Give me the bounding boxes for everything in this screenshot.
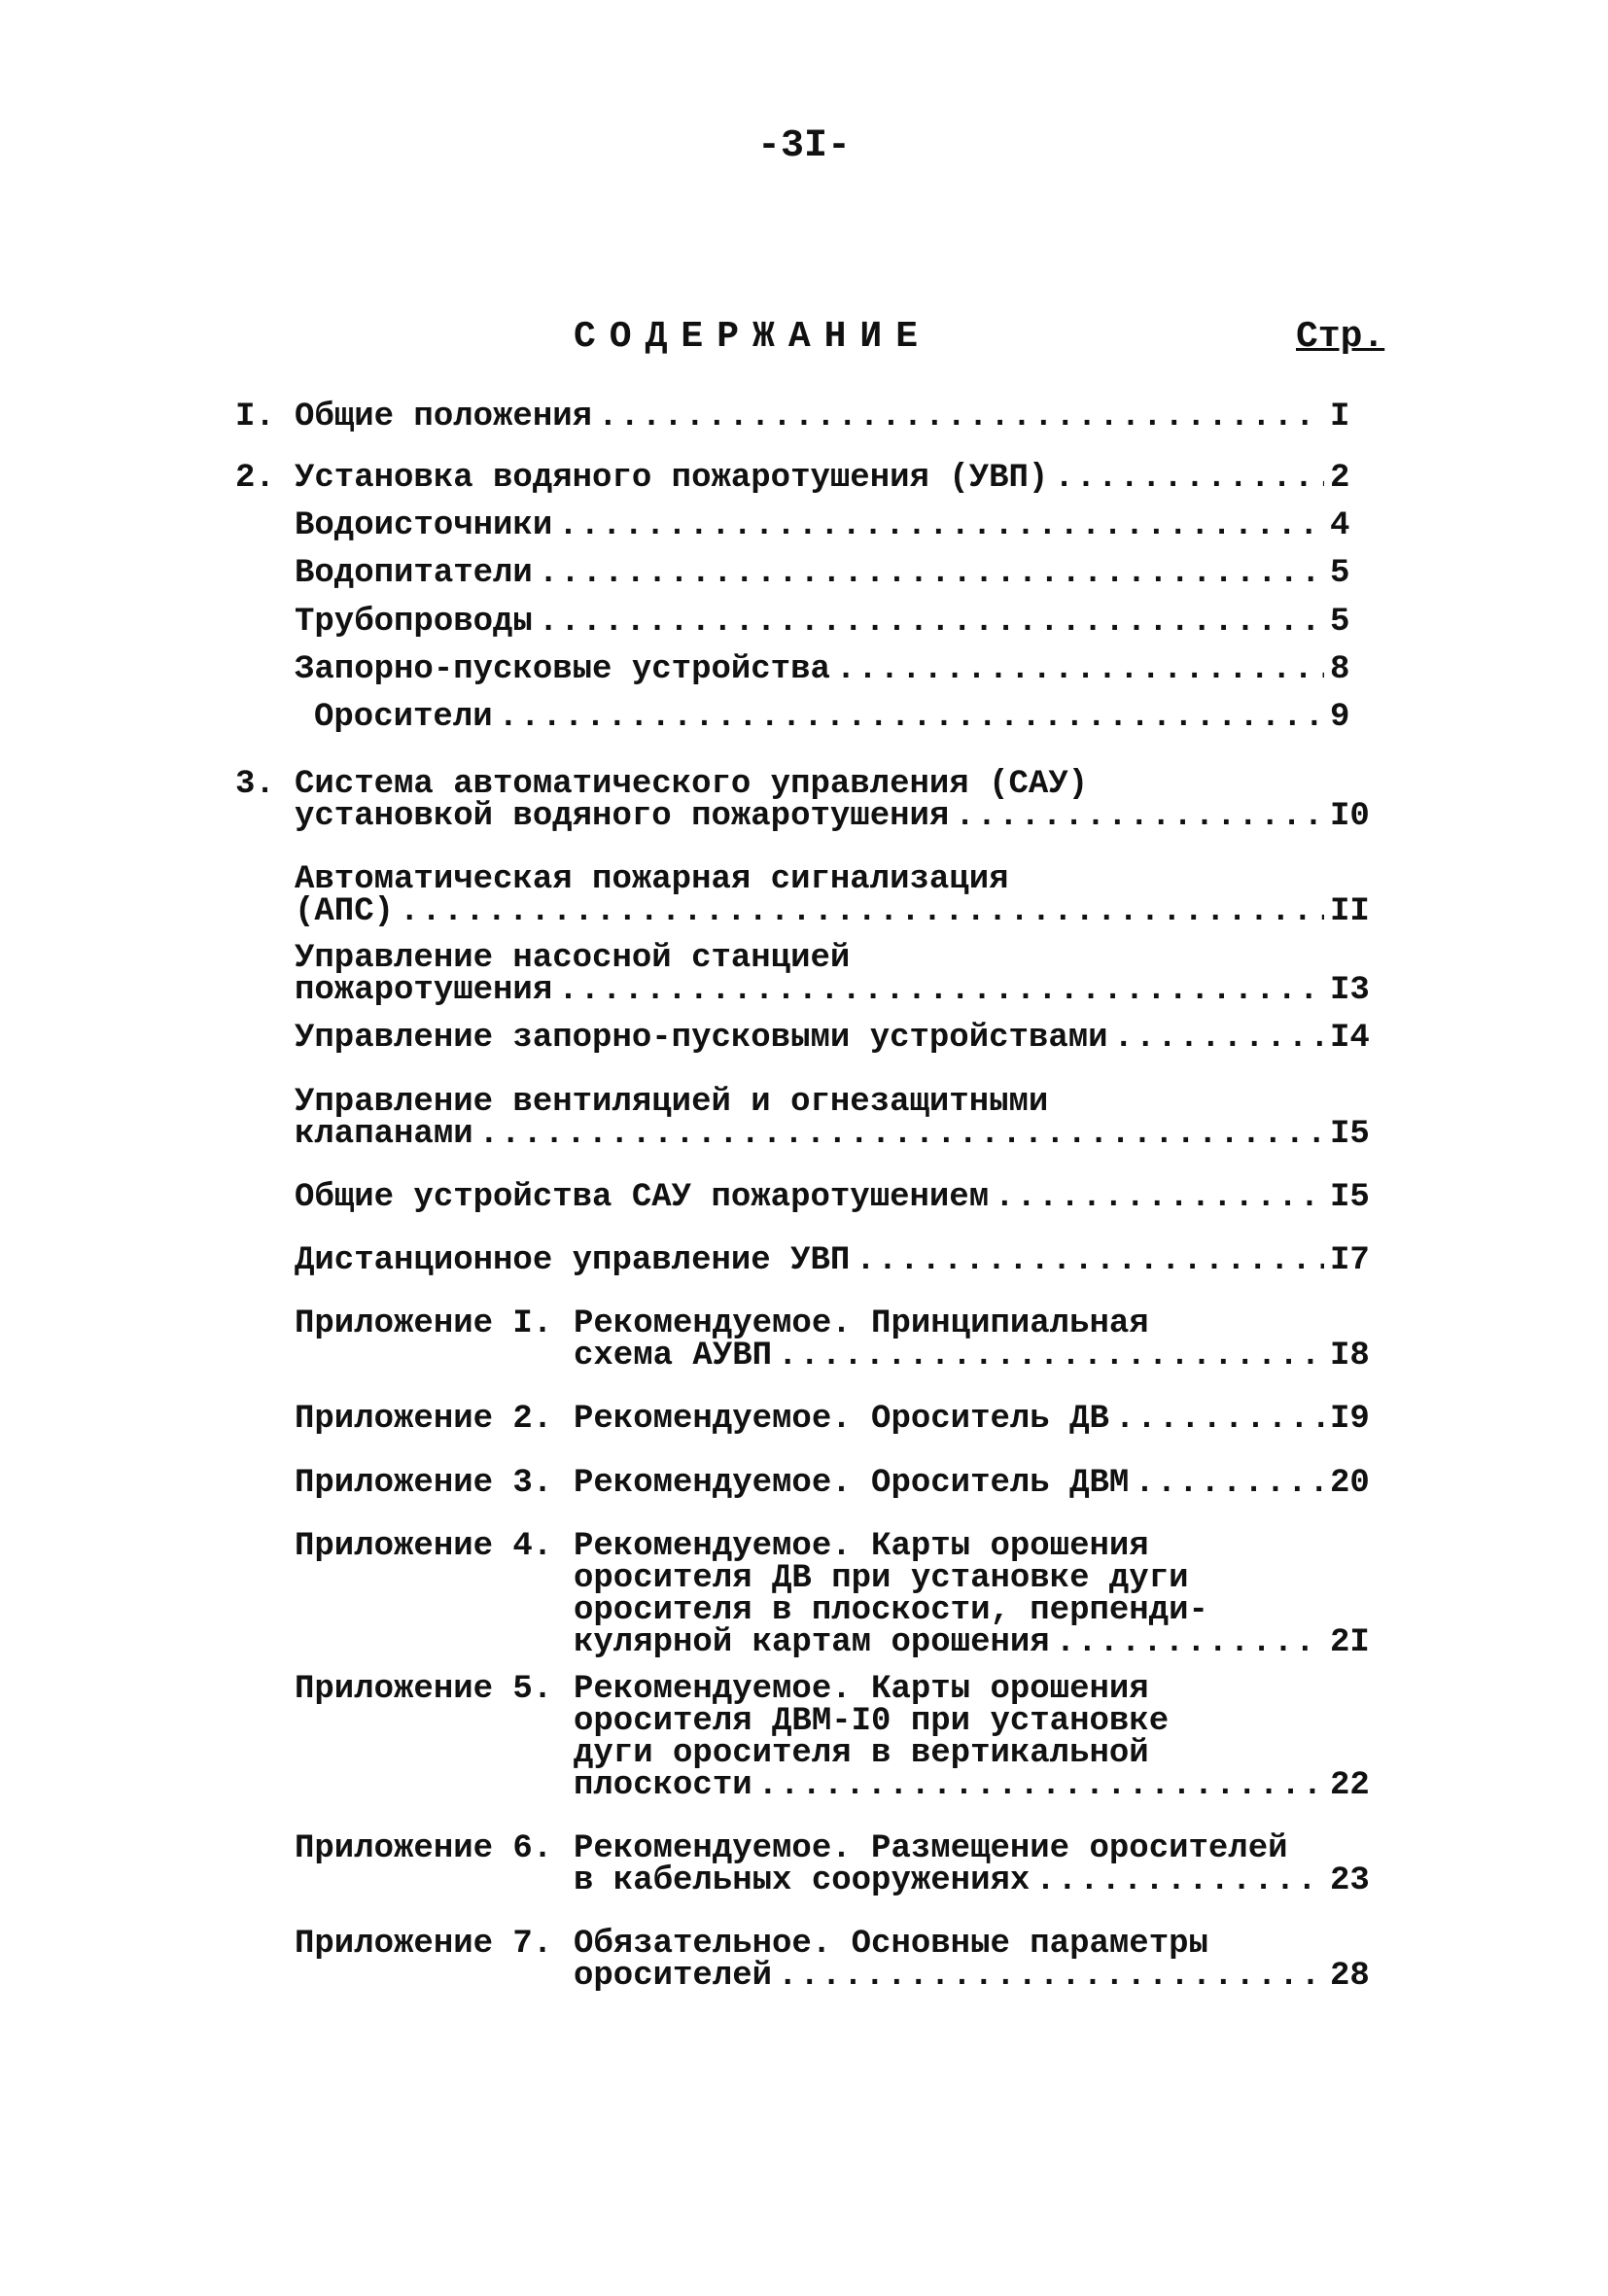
toc-entry-page: I5 <box>1330 1116 1370 1153</box>
dot-leader <box>1035 1865 1324 1897</box>
dot-leader <box>955 801 1324 833</box>
toc-entry-page: I5 <box>1330 1179 1370 1216</box>
dot-leader <box>1054 463 1324 495</box>
toc-entry-page: I7 <box>1330 1242 1370 1279</box>
toc-entry-title-line: пожаротушения <box>295 972 553 1009</box>
toc-entry-page: I <box>1330 399 1350 435</box>
page-number: -3I- <box>756 124 851 168</box>
toc-entry-page: I9 <box>1330 1401 1370 1438</box>
toc-entry-title-line: клапанами <box>295 1116 473 1153</box>
toc-entry-page: I0 <box>1330 798 1370 835</box>
toc-entry-number: Приложение 7. <box>295 1926 553 1963</box>
toc-entry-title <box>574 1305 1373 1374</box>
toc-entry-title-line: установкой водяного пожаротушения <box>295 798 950 835</box>
toc-entry-number: I. <box>235 399 275 435</box>
toc-entry-page: 23 <box>1330 1862 1370 1899</box>
toc-entry-title-line: Водопитатели <box>295 555 533 592</box>
toc-entry-title-line: схема АУВП <box>574 1338 773 1374</box>
toc-entry-title-line: Общие положения <box>295 399 593 435</box>
toc-entry-page: 2I <box>1330 1624 1370 1661</box>
toc-entry-title-line: кулярной картам орошения <box>574 1624 1050 1661</box>
toc-entry-title-line: Автоматическая пожарная сигнализация <box>295 861 1009 898</box>
toc-entry-title <box>295 1084 1373 1153</box>
toc-entry-title-line: Рекомендуемое. Карты орошения <box>574 1671 1149 1708</box>
toc-entry-title <box>574 1465 1373 1502</box>
toc-entry-title-line: Рекомендуемое. Ороситель ДВМ <box>574 1465 1130 1502</box>
toc-entry-title <box>295 766 1373 835</box>
toc-entry-title <box>295 555 1373 592</box>
dot-leader <box>1056 1627 1324 1659</box>
dot-leader <box>778 1340 1324 1373</box>
toc-entry-title-line: (АПС) <box>295 893 395 930</box>
dot-leader <box>1135 1468 1324 1500</box>
toc-entry-title <box>295 940 1373 1009</box>
dot-leader <box>400 896 1324 928</box>
dot-leader <box>558 975 1324 1007</box>
toc-entry-title <box>314 699 1373 736</box>
dot-leader <box>856 1245 1324 1277</box>
dot-leader <box>995 1182 1324 1214</box>
dot-leader <box>836 654 1324 686</box>
toc-entry-title <box>574 1830 1373 1899</box>
toc-entry-title-line: Оросители <box>314 699 493 736</box>
dot-leader <box>539 558 1324 590</box>
toc-entry-title-line: Общие устройства САУ пожаротушением <box>295 1179 990 1216</box>
toc-entry-title-line: Дистанционное управление УВП <box>295 1242 851 1279</box>
dot-leader <box>539 607 1324 639</box>
toc-entry-number: Приложение 6. <box>295 1830 553 1867</box>
dot-leader <box>758 1770 1324 1802</box>
toc-entry-number: Приложение 5. <box>295 1671 553 1708</box>
toc-entry-page: II <box>1330 893 1370 930</box>
toc-entry-title-line: оросителей <box>574 1958 773 1995</box>
toc-entry-page: 5 <box>1330 604 1350 641</box>
toc-entry-page: 2 <box>1330 460 1350 497</box>
dot-leader <box>598 401 1324 434</box>
toc-entry-title <box>295 1242 1373 1279</box>
toc-entry-page: 20 <box>1330 1465 1370 1502</box>
toc-entry-title <box>574 1401 1373 1438</box>
toc-entry-title-line: в кабельных сооружениях <box>574 1862 1031 1899</box>
toc-entry-page: 9 <box>1330 699 1350 736</box>
toc-entry-title <box>295 604 1373 641</box>
toc-entry-title-line: плоскости <box>574 1767 752 1804</box>
toc-entry-title-line: Управление запорно-пусковыми устройствами <box>295 1020 1108 1057</box>
toc-entry-title-line: оросителя ДВ при установке дуги <box>574 1560 1189 1597</box>
toc-entry-page: 8 <box>1330 651 1350 688</box>
toc-entry-page: 4 <box>1330 507 1350 544</box>
contents-heading: СОДЕРЖАНИЕ <box>574 316 932 358</box>
toc-entry-title <box>295 507 1373 544</box>
toc-entry-page: I3 <box>1330 972 1370 1009</box>
toc-entry-number: Приложение 3. <box>295 1465 553 1502</box>
toc-entry-title <box>295 401 1373 434</box>
toc-entry-title <box>295 460 1373 497</box>
toc-entry-title-line: Обязательное. Основные параметры <box>574 1926 1208 1963</box>
toc-entry-page: I8 <box>1330 1338 1370 1374</box>
toc-entry-title-line: оросителя в плоскости, перпенди- <box>574 1592 1208 1629</box>
toc-entry-number: Приложение 4. <box>295 1528 553 1565</box>
toc-entry-title-line: Управление вентиляцией и огнезащитными <box>295 1084 1049 1121</box>
toc-entry-number: Приложение 2. <box>295 1401 553 1438</box>
toc-entry-title-line: дуги оросителя в вертикальной <box>574 1735 1149 1772</box>
toc-entry-title <box>295 651 1373 688</box>
dot-leader <box>1115 1404 1324 1436</box>
toc-entry-title-line: Рекомендуемое. Принципиальная <box>574 1305 1149 1342</box>
toc-entry-title <box>295 1020 1373 1057</box>
toc-entry-number: 3. <box>235 766 275 803</box>
toc-entry-title-line: Рекомендуемое. Карты орошения <box>574 1528 1149 1565</box>
toc-entry-page: 28 <box>1330 1958 1370 1995</box>
toc-entry-title <box>574 1926 1373 1995</box>
toc-entry-number: 2. <box>235 460 275 497</box>
toc-entry-title-line: оросителя ДВМ-I0 при установке <box>574 1703 1170 1740</box>
toc-entry-title-line: Водоисточники <box>295 507 553 544</box>
toc-entry-title-line: Трубопроводы <box>295 604 533 641</box>
toc-entry-number: Приложение I. <box>295 1305 553 1342</box>
toc-entry-title-line: Рекомендуемое. Ороситель ДВ <box>574 1401 1109 1438</box>
toc-entry-title <box>574 1671 1373 1804</box>
toc-entry-title-line: Управление насосной станцией <box>295 940 851 977</box>
toc-entry-title-line: Установка водяного пожаротушения (УВП) <box>295 460 1049 497</box>
page-column-label: Стр. <box>1296 316 1385 358</box>
toc-entry-title <box>574 1528 1373 1661</box>
toc-entry-page: I4 <box>1330 1020 1370 1057</box>
toc-entry-title-line: Система автоматического управления (САУ) <box>295 766 1089 803</box>
toc-entry-title <box>295 861 1373 930</box>
toc-entry-page: 5 <box>1330 555 1350 592</box>
dot-leader <box>558 510 1324 542</box>
dot-leader <box>778 1961 1324 1993</box>
toc-entry-page: 22 <box>1330 1767 1370 1804</box>
dot-leader <box>479 1119 1324 1151</box>
toc-entry-title <box>295 1179 1373 1216</box>
dot-leader <box>1114 1023 1324 1055</box>
toc-entry-title-line: Запорно-пусковые устройства <box>295 651 830 688</box>
toc-entry-title-line: Рекомендуемое. Размещение оросителей <box>574 1830 1288 1867</box>
dot-leader <box>499 702 1324 734</box>
